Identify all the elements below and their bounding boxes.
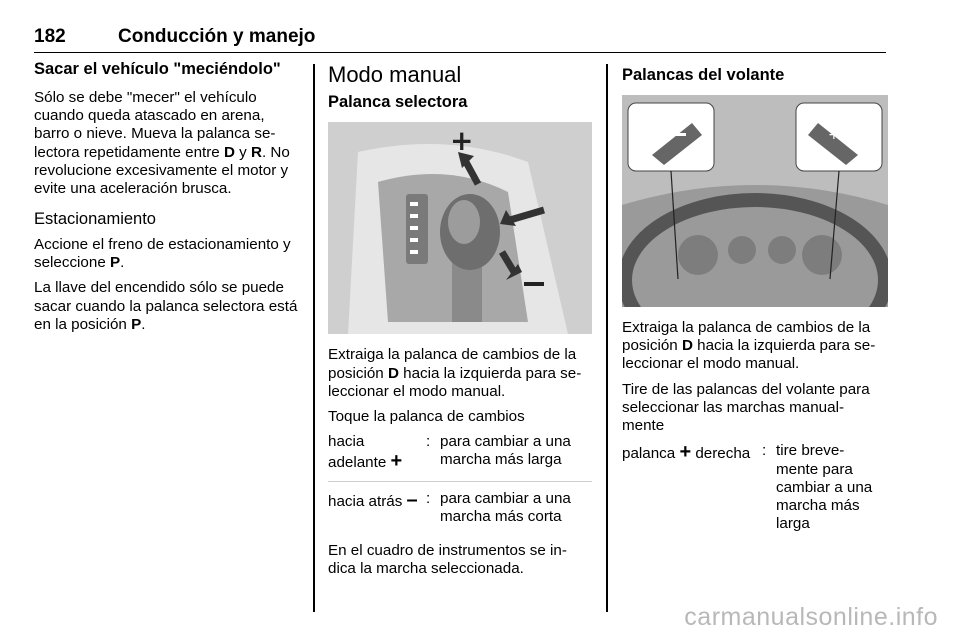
- term-paddle: palanca: [622, 445, 676, 463]
- svg-text:+: +: [450, 124, 474, 158]
- paragraph-extract-lever: Extraiga la palanca de cambios de la posición D hacia la izquierda para se- leccionar el modo manual.: [328, 346, 582, 400]
- plus-icon: +: [679, 441, 692, 464]
- column-divider: [313, 64, 315, 612]
- steering-wheel-image: [622, 95, 888, 307]
- subheading-steering-paddles: Palancas del volante: [622, 66, 785, 84]
- page-header: [34, 26, 886, 53]
- page-number: 182: [34, 26, 66, 47]
- column-2: [328, 60, 592, 586]
- paragraph-extract-lever-paddles: Extraiga la palanca de cambios de la posición D hacia la izquierda para se- leccionar el modo manual.: [622, 319, 876, 373]
- minus-icon: –: [406, 488, 418, 511]
- definition-row-backward: hacia atrás – : para cambiar a una marcha más corta: [328, 490, 592, 534]
- chapter-title: Conducción y manejo: [118, 26, 316, 47]
- gear-lever-image: [328, 122, 592, 334]
- paragraph-pull-paddles: Tire de las palancas del volante para seleccionar las marchas manual- mente: [622, 380, 870, 435]
- term-right: derecha: [695, 445, 751, 463]
- subheading-selector-lever: Palanca selectora: [328, 93, 468, 112]
- definition-row-right-paddle: palanca + derecha : tire breve- mente para cambiar a una marcha más larga: [622, 442, 888, 541]
- paragraph-instrument-cluster: En el cuadro de instrumentos se in- dica la marcha seleccionada.: [328, 542, 567, 578]
- selector-lever-illustration: [328, 122, 592, 334]
- section-title-manual-mode: Modo manual: [328, 62, 462, 87]
- term-backward: hacia atrás: [328, 492, 403, 510]
- definition-row-forward: hacia adelante + : para cambiar a una marcha más larga: [328, 433, 592, 481]
- column-3: [622, 60, 888, 550]
- paragraph-tap-lever: Toque la palanca de cambios: [328, 408, 525, 425]
- watermark: carmanualsonline.info: [684, 603, 938, 631]
- column-divider: [606, 64, 608, 612]
- paragraph-rocking: Sólo se debe "mecer" el vehículo cuando queda atascado en arena, barro o nieve. Mueva la palanca se- lectora repetidamente entre D y R. No revolucione excesivamente el motor y evite una aceleración brusca.: [34, 88, 290, 197]
- section-heading-parking: Estacionamiento: [34, 210, 156, 229]
- steering-wheel-paddles-illustration: [622, 95, 888, 307]
- column-1: [34, 60, 302, 341]
- definition-right-paddle: tire breve- mente para cambiar a una marcha más larga: [776, 442, 873, 533]
- definition-forward: para cambiar a una marcha más larga: [440, 433, 571, 469]
- section-heading-rocking: Sacar el vehículo "meciéndolo": [34, 60, 281, 78]
- plus-icon: +: [390, 450, 403, 473]
- paragraph-parking-2: La llave del encendido sólo se puede sacar cuando la palanca selectora está en la posición P.: [34, 279, 298, 333]
- svg-text:+: +: [828, 127, 840, 143]
- term-forward: hacia adelante: [328, 433, 387, 472]
- definition-backward: para cambiar a una marcha más corta: [440, 489, 571, 525]
- paragraph-parking-1: Accione el freno de estacionamiento y seleccione P.: [34, 236, 291, 272]
